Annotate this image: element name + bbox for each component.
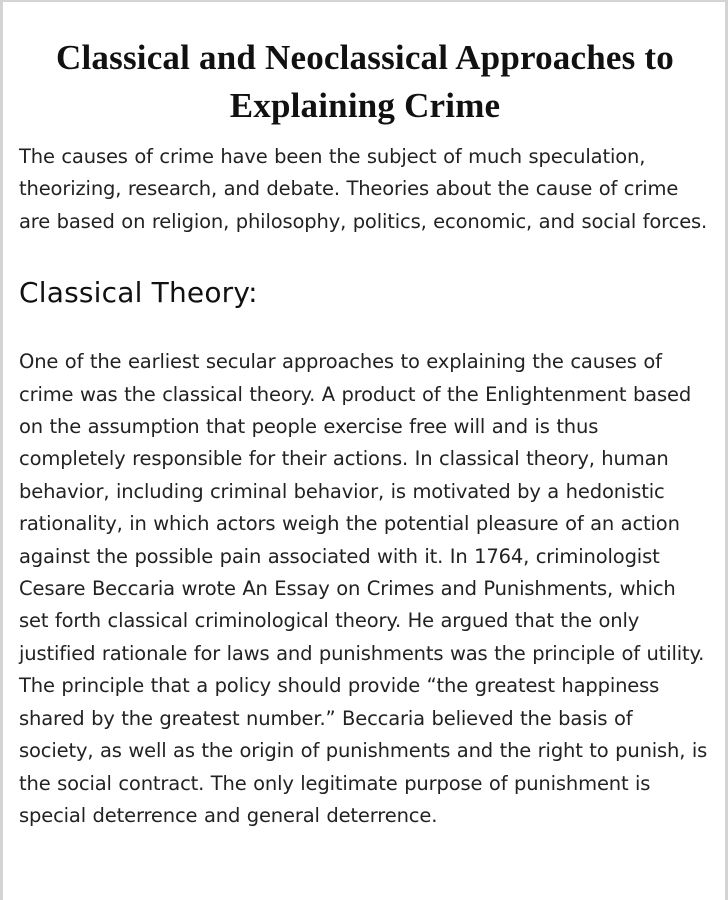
article-content <box>19 2 711 832</box>
section-heading: Classical Theory: <box>19 276 258 310</box>
section-body-paragraph: One of the earliest secular approaches to explaining the causes of crime was the classical theory. A product of the Enlightenment based on the assumption that people exercise free will and is thus completely responsible for their actions. In classical theory, human behavior, including criminal behavior, is motivated by a hedonistic rationality, in which actors weigh the potential pleasure of an action against the possible pain associated with it. In 1764, criminologist Cesare Beccaria wrote An Essay on Crimes and Punishments, which set forth classical criminological theory. He argued that the only justified rationale for laws and punishments was the principle of utility. The principle that a policy should provide “the greatest happiness shared by the greatest number.” Beccaria believed the basis of society, as well as the origin of punishments and the right to punish, is the social contract. The only legitimate purpose of punishment is special deterrence and general deterrence. <box>19 350 708 827</box>
page-title: Classical and Neoclassical Approaches to Explaining Crime <box>56 38 674 125</box>
intro-paragraph: The causes of crime have been the subject of much speculation, theorizing, research, and debate. Theories about the cause of crime are based on religion, philosophy, politics, economic, and social forces. <box>19 145 708 233</box>
